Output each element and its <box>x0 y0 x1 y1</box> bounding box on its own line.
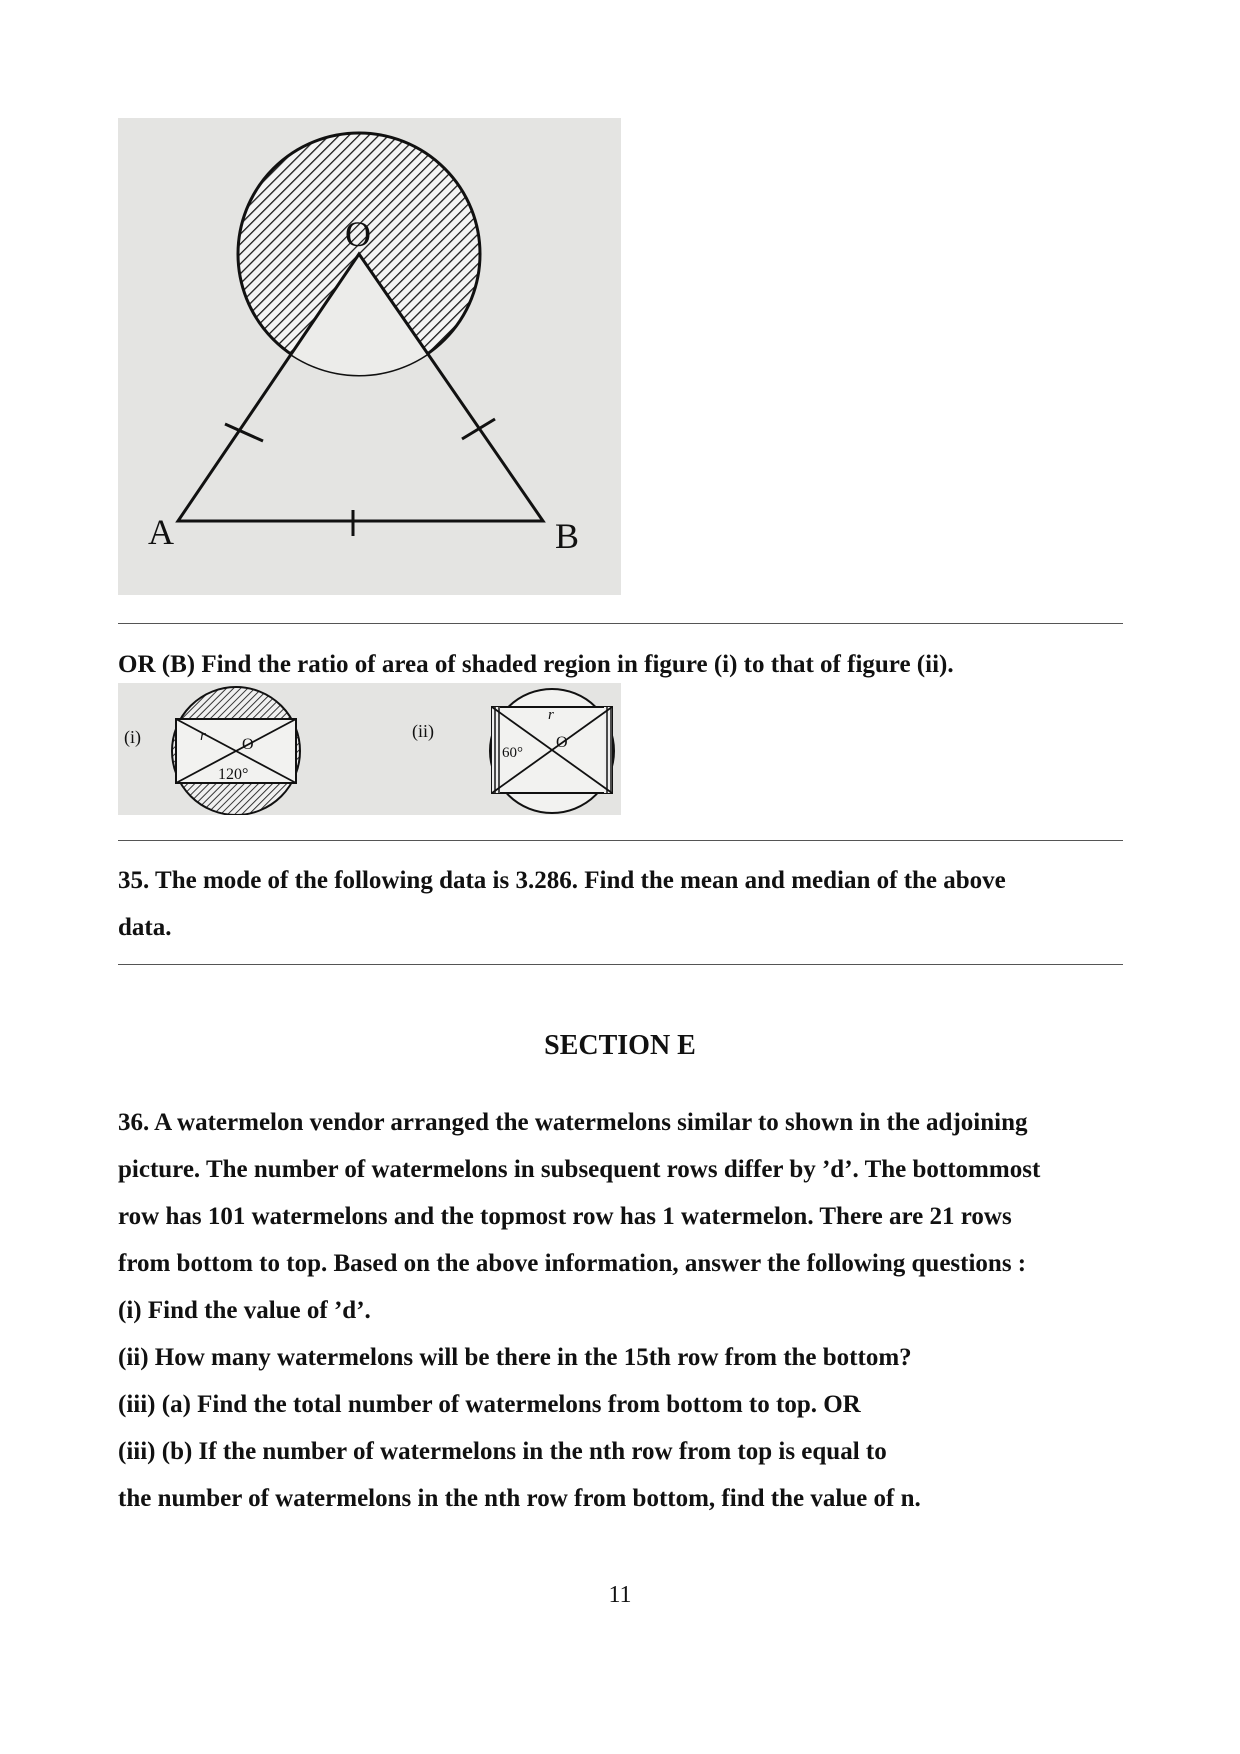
question-36-line: (iii) (a) Find the total number of watermelons from bottom to top. OR <box>118 1391 861 1418</box>
question-36-line: (ii) How many watermelons will be there in the 15th row from the bottom? <box>118 1344 912 1371</box>
divider <box>118 964 1123 965</box>
center-label-o: O <box>345 214 371 254</box>
question-36-line: (i) Find the value of ’d’. <box>118 1297 371 1324</box>
question-36-line: 36. A watermelon vendor arranged the watermelons similar to shown in the adjoining <box>118 1109 1028 1136</box>
question-36-line: the number of watermelons in the nth row from bottom, find the value of n. <box>118 1485 921 1512</box>
question-36 <box>118 1099 1040 1522</box>
figure-i-center-label: O <box>242 736 254 753</box>
vertex-label-b: B <box>555 516 580 556</box>
or-b-question: OR (B) Find the ratio of area of shaded region in figure (i) to that of figure (ii). <box>118 651 954 678</box>
question-35 <box>118 857 1006 951</box>
figure-ii-label: (ii) <box>412 721 434 741</box>
figure-i-angle-label: 120° <box>218 766 249 783</box>
circle-triangle-figure <box>118 118 621 595</box>
question-36-line: (iii) (b) If the number of watermelons in the nth row from top is equal to <box>118 1438 887 1465</box>
divider <box>118 840 1123 841</box>
ratio-figures <box>118 683 621 815</box>
divider <box>118 623 1123 624</box>
vertex-label-a: A <box>148 512 174 552</box>
question-35-line: 35. The mode of the following data is 3.286. Find the mean and median of the above <box>118 867 1006 894</box>
question-36-line: row has 101 watermelons and the topmost row has 1 watermelon. There are 21 rows <box>118 1203 1012 1230</box>
figure-i-radius-label: r <box>200 728 206 744</box>
question-36-line: picture. The number of watermelons in subsequent rows differ by ’d’. The bottommost <box>118 1156 1041 1183</box>
question-35-line: data. <box>118 914 172 941</box>
figure-ii-angle-label: 60° <box>502 745 523 761</box>
page-number: 11 <box>608 1582 632 1608</box>
figure-ii-radius-label: r <box>548 707 554 723</box>
question-36-line: from bottom to top. Based on the above information, answer the following questions : <box>118 1250 1027 1277</box>
figure-i-label: (i) <box>124 727 141 747</box>
section-e-title: SECTION E <box>544 1030 696 1061</box>
figure-ii-center-label: O <box>556 734 568 751</box>
